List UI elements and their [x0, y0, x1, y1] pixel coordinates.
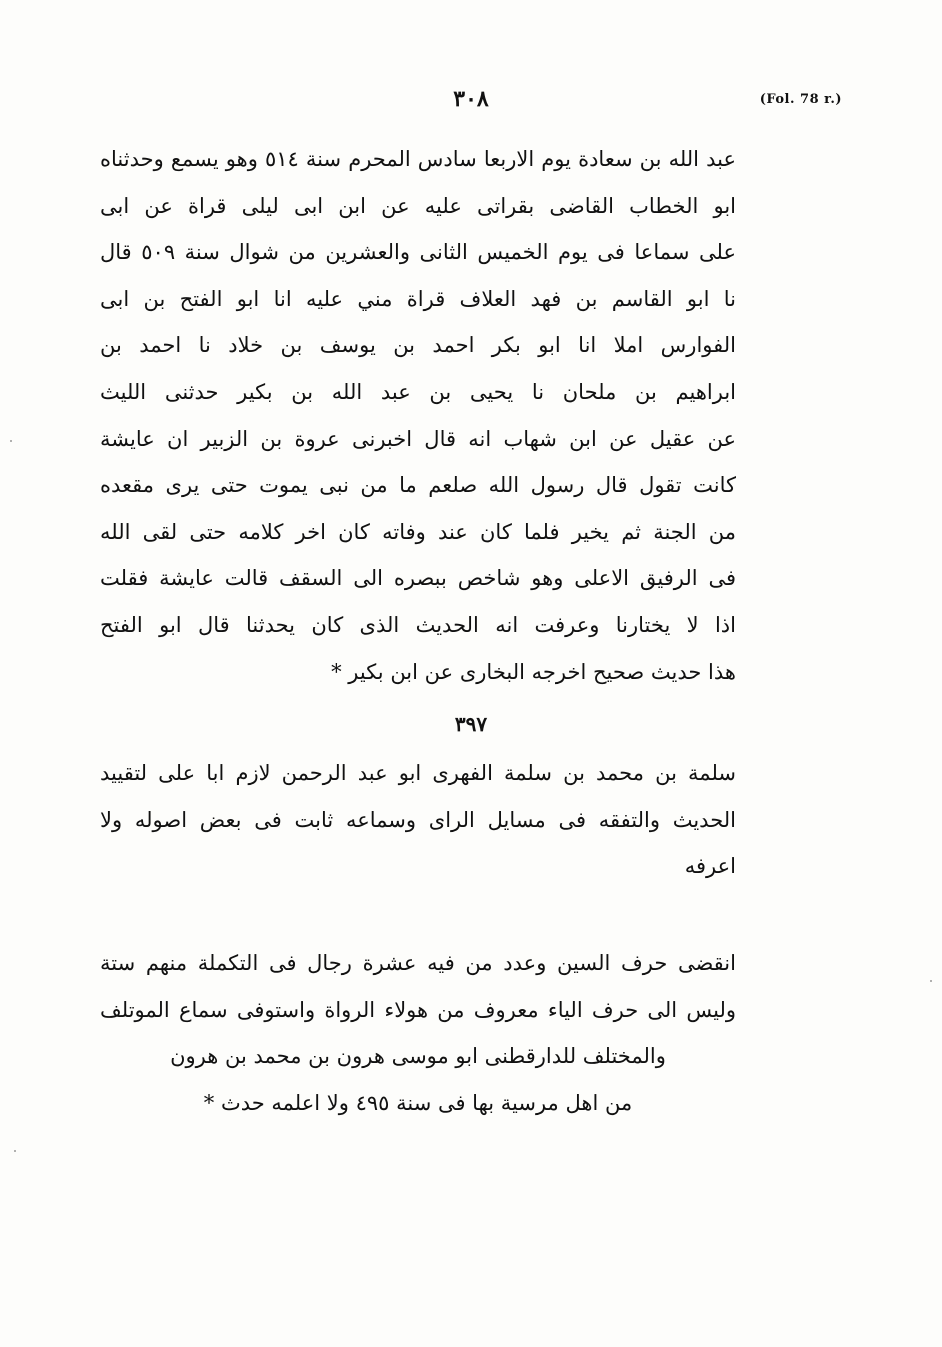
text-line: الحديث والتفقه فى مسايل الراى وسماعه ثابت فى بعض اصوله ولا: [100, 807, 736, 832]
text-line: اعرفه: [684, 854, 736, 879]
text-line: من اهل مرسية بها فى سنة ٤٩٥ ولا اعلمه حدث *: [203, 1090, 633, 1115]
page-header: [100, 86, 842, 126]
text-line: على سماعا فى يوم الخميس الثانى والعشرين من شوال سنة ٥٠٩ قال: [100, 240, 736, 265]
entry-number: ٣٩٧: [454, 712, 488, 736]
page-number: ٣٠٨: [453, 86, 489, 112]
paper-speck: [930, 980, 932, 982]
paper-speck: [14, 1150, 16, 1152]
text-line: عبد الله بن سعادة يوم الاربعا سادس المحرم سنة ٥١٤ وهو يسمع وحدثناه: [100, 147, 736, 171]
folio-reference: (Fol. 78 r.): [759, 92, 842, 107]
text-line: سلمة بن محمد بن سلمة الفهرى ابو عبد الرحمن لازم ابا على لتقييد: [100, 761, 736, 785]
text-line: عن عقيل عن ابن شهاب انه قال اخبرنى عروة بن الزبير ان عايشة: [100, 426, 736, 451]
text-line: ابراهيم بن ملحان نا يحيى بن عبد الله بن بكير حدثنى الليث: [100, 379, 736, 404]
text-line: انقضى حرف السين وعدد من فيه عشرة رجال فى التكملة منهم ستة: [100, 951, 736, 975]
closing-text-block: [100, 940, 736, 1126]
text-line: وليس الى حرف الياء معروف من هولاء الرواة واستوفى سماع الموتلف: [100, 997, 736, 1022]
text-line: فى الرفيق الاعلى وهو شاخص ببصره الى السقف قالت عايشة فقلت: [100, 566, 736, 591]
text-line: كانت تقول قال رسول الله صلعم ما من نبى يموت حتى يرى مقعده: [100, 473, 736, 498]
paper-speck: [10, 440, 12, 442]
text-line: ابو الخطاب القاضى بقراتى عليه عن ابن ابى ليلى قراة عن ابى: [100, 193, 736, 218]
text-line: اذا لا يختارنا وعرفت انه الحديث الذى كان يحدثنا قال ابو الفتح: [100, 612, 736, 637]
text-line: نا ابو القاسم بن فهد العلاف قراة مني عليه انا ابو الفتح بن ابى: [100, 286, 736, 311]
text-line: والمختلف للدارقطنى ابو موسى هرون بن محمد بن هرون: [170, 1044, 666, 1069]
text-line: الفوارس املا انا ابو بكر احمد بن يوسف بن خلاد نا احمد بن: [100, 333, 736, 358]
biography-text-block: [100, 750, 736, 890]
text-line: هذا حديث صحيح اخرجه البخارى عن ابن بكير *: [331, 659, 736, 684]
entry-text-block: [100, 136, 736, 695]
text-line: من الجنة ثم يخير فلما كان عند وفاته كان اخر كلامه حتى لقى الله: [100, 519, 736, 544]
